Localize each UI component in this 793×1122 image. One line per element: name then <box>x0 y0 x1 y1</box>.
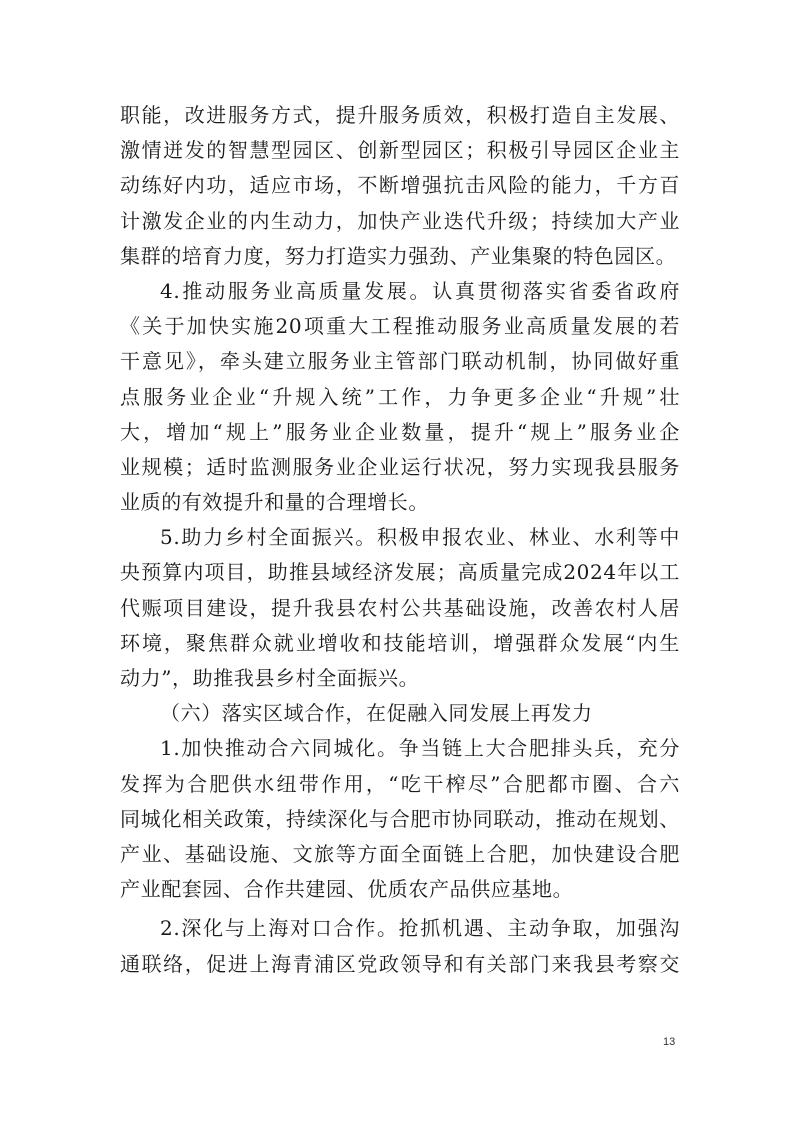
text-line: 《关于加快实施20项重大工程推动服务业高质量发展的若 <box>120 314 680 339</box>
text-line: 产业、基础设施、文旅等方面全面链上合肥，加快建设合肥 <box>120 841 680 866</box>
text-line: 央预算内项目，助推县域经济发展；高质量完成2024年以工 <box>120 560 680 585</box>
chapter-heading-6: （六）落实区域合作，在促融入同发展上再发力 <box>160 701 593 726</box>
text-line: 业规模；适时监测服务业企业运行状况，努力实现我县服务 <box>120 454 680 479</box>
text-line: 产业配套园、合作共建园、优质农产品供应基地。 <box>120 877 574 902</box>
text-line: 集群的培育力度，努力打造实力强劲、产业集聚的特色园区。 <box>120 243 677 268</box>
text-line: 发挥为合肥供水纽带作用，“吃干榨尽”合肥都市圈、合六 <box>120 771 680 796</box>
text-line: 通联络，促进上海青浦区党政领导和有关部门来我县考察交 <box>120 951 680 976</box>
page-number: 13 <box>663 1036 676 1048</box>
section-heading-2: 2.深化与上海对口合作。抢抓机遇、主动争取，加强沟 <box>160 916 680 941</box>
text-line: 动练好内功，适应市场，不断增强抗击风险的能力，千方百 <box>120 173 680 198</box>
text-line: 代赈项目建设，提升我县农村公共基础设施，改善农村人居 <box>120 595 680 620</box>
text-line: 动力”，助推我县乡村全面振兴。 <box>120 666 420 690</box>
text-line: 业质的有效提升和量的合理增长。 <box>120 490 429 515</box>
text-line: 环境，聚焦群众就业增收和技能培训，增强群众发展“内生 <box>120 630 680 655</box>
text-line: 职能，改进服务方式，提升服务质效，积极打造自主发展、 <box>120 103 680 127</box>
text-line: 计激发企业的内生动力，加快产业迭代升级；持续加大产业 <box>120 208 680 233</box>
section-heading-5: 5.助力乡村全面振兴。积极申报农业、林业、水利等中 <box>160 525 680 550</box>
section-heading-4: 4.推动服务业高质量发展。认真贯彻落实省委省政府 <box>160 278 680 303</box>
text-line: 同城化相关政策，持续深化与合肥市协同联动，推动在规划、 <box>120 806 680 831</box>
section-heading-1: 1.加快推动合六同城化。争当链上大合肥排头兵，充分 <box>160 736 680 761</box>
text-line: 激情迸发的智慧型园区、创新型园区；积极引导园区企业主 <box>120 138 680 163</box>
text-line: 干意见》，牵头建立服务业主管部门联动机制，协同做好重 <box>120 349 680 374</box>
body-text <box>120 98 680 982</box>
text-line: 点服务业企业“升规入统”工作，力争更多企业“升规”壮 <box>120 384 680 409</box>
text-line: 大，增加“规上”服务业企业数量，提升“规上”服务业企 <box>120 419 680 444</box>
